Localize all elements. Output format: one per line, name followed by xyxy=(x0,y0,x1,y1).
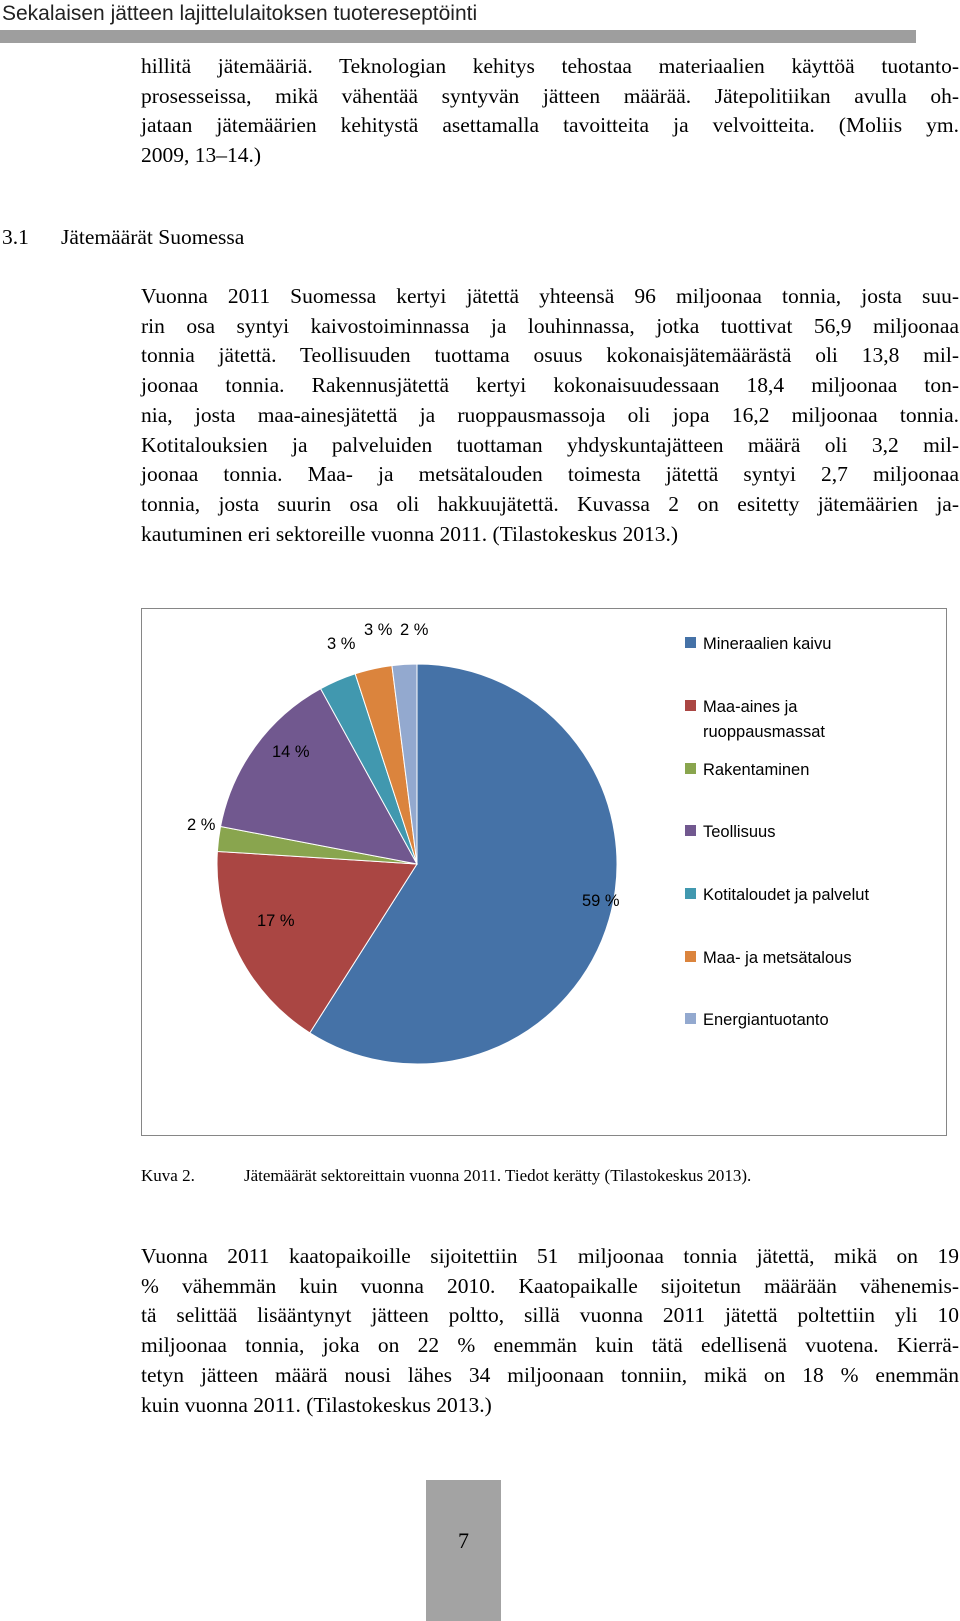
legend-swatch xyxy=(685,951,696,962)
legend-label: ruoppausmassat xyxy=(703,723,825,741)
section-number: 3.1 xyxy=(2,225,29,249)
legend-item xyxy=(685,698,825,741)
legend-label: Teollisuus xyxy=(703,823,776,841)
legend-label: Kotitaloudet ja palvelut xyxy=(703,886,870,904)
legend-item xyxy=(685,761,809,779)
intro-paragraph xyxy=(141,52,959,171)
text-line: tetyn jätteen määrä nousi lähes 34 miljoonaan tonniin, mikä on 18 % enemmän xyxy=(141,1362,959,1387)
caption-text: Jätemäärät sektoreittain vuonna 2011. Tiedot kerätty (Tilastokeskus 2013). xyxy=(244,1166,752,1185)
pie-slice-label: 2 % xyxy=(187,816,216,834)
section-heading xyxy=(2,225,244,250)
text-line: joonaa tonnia. Maa- ja metsätalouden toimesta jätettä syntyi 2,7 miljoonaa xyxy=(141,462,959,487)
page-number: 7 xyxy=(458,1528,469,1553)
legend-item xyxy=(685,949,852,967)
legend-swatch xyxy=(685,763,696,774)
text-line: nia, josta maa-ainesjätettä ja ruoppausmassoja oli jopa 16,2 miljoonaa tonnia. xyxy=(141,402,959,427)
text-line: Vuonna 2011 Suomessa kertyi jätettä yhteensä 96 miljoonaa tonnia, josta suu- xyxy=(141,284,959,308)
legend-label: Energiantuotanto xyxy=(703,1011,829,1029)
text-line: hillitä jätemääriä. Teknologian kehitys tehostaa materiaalien käyttöä tuotanto- xyxy=(141,54,959,78)
figure-caption xyxy=(141,1166,751,1186)
legend-label: Maa- ja metsätalous xyxy=(703,949,852,967)
header-rule xyxy=(0,30,916,43)
pie-slice-label: 14 % xyxy=(272,743,310,761)
pie-slice-label: 2 % xyxy=(400,621,429,639)
text-line: jataan jätemäärien kehitystä asettamalla tavoitteita ja velvoitteita. (Moliis ym. xyxy=(141,113,959,138)
text-line: Vuonna 2011 kaatopaikoille sijoitettiin 51 miljoonaa tonnia jätettä, mikä on 19 xyxy=(141,1244,959,1268)
pie-slice-label: 3 % xyxy=(327,635,356,653)
text-line: miljoonaa tonnia, joka on 22 % enemmän kuin tätä edellisenä vuotena. Kierrä- xyxy=(141,1333,959,1358)
legend-swatch xyxy=(685,700,696,711)
text-line: prosesseissa, mikä vähentää syntyvän jätteen määrää. Jätepolitiikan avulla oh- xyxy=(141,83,959,108)
body-paragraph-2 xyxy=(141,1242,959,1420)
text-line: 2009, 13–14.) xyxy=(141,143,262,168)
text-line: Kotitalouksien ja palveluiden tuottaman yhdyskuntajätteen määrä oli 3,2 mil- xyxy=(141,432,959,457)
legend-item xyxy=(685,886,869,904)
legend-swatch xyxy=(685,1013,696,1024)
text-line: rin osa syntyi kaivostoiminnassa ja louhinnassa, jotka tuottivat 56,9 miljoonaa xyxy=(141,313,959,338)
text-line: joonaa tonnia. Rakennusjätettä kertyi kokonaisuudessaan 18,4 miljoonaa ton- xyxy=(141,373,959,398)
legend-item xyxy=(685,823,775,841)
legend-swatch xyxy=(685,637,696,648)
document-header-title: Sekalaisen jätteen lajittelulaitoksen tuotereseptöinti xyxy=(2,2,478,25)
body-paragraph-1 xyxy=(141,282,959,549)
legend-label: Mineraalien kaivu xyxy=(703,635,832,653)
text-line: kuin vuonna 2011. (Tilastokeskus 2013.) xyxy=(141,1392,492,1417)
section-title: Jätemäärät Suomessa xyxy=(61,225,245,249)
legend-swatch xyxy=(685,888,696,899)
legend-label: Rakentaminen xyxy=(703,761,810,779)
page-number-box xyxy=(426,1480,501,1621)
pie-chart-canvas xyxy=(142,609,946,1135)
caption-number: Kuva 2. xyxy=(141,1166,195,1185)
pie-slice-label: 3 % xyxy=(364,621,393,639)
text-line: kautuminen eri sektoreille vuonna 2011. (Tilastokeskus 2013.) xyxy=(141,521,679,546)
text-line: tonnia jätettä. Teollisuuden tuottama osuus kokonaisjätemäärästä oli 13,8 mil- xyxy=(141,343,959,368)
legend-label: Maa-aines ja xyxy=(703,698,798,716)
text-line: % vähemmän kuin vuonna 2010. Kaatopaikalle sijoitetun määrään vähenemis- xyxy=(141,1273,959,1298)
text-line: tä selittää lisääntynyt jätteen poltto, sillä vuonna 2011 jätettä poltettiin yli 10 xyxy=(141,1303,959,1328)
legend-item xyxy=(685,635,831,653)
legend-item xyxy=(685,1011,829,1029)
pie-slice-label: 17 % xyxy=(257,912,295,930)
pie-slice-label: 59 % xyxy=(582,892,620,910)
legend-swatch xyxy=(685,825,696,836)
text-line: tonnia, josta suurin osa oli hakkuujätettä. Kuvassa 2 on esitetty jätemäärien ja- xyxy=(141,491,959,516)
pie-chart xyxy=(141,608,947,1136)
